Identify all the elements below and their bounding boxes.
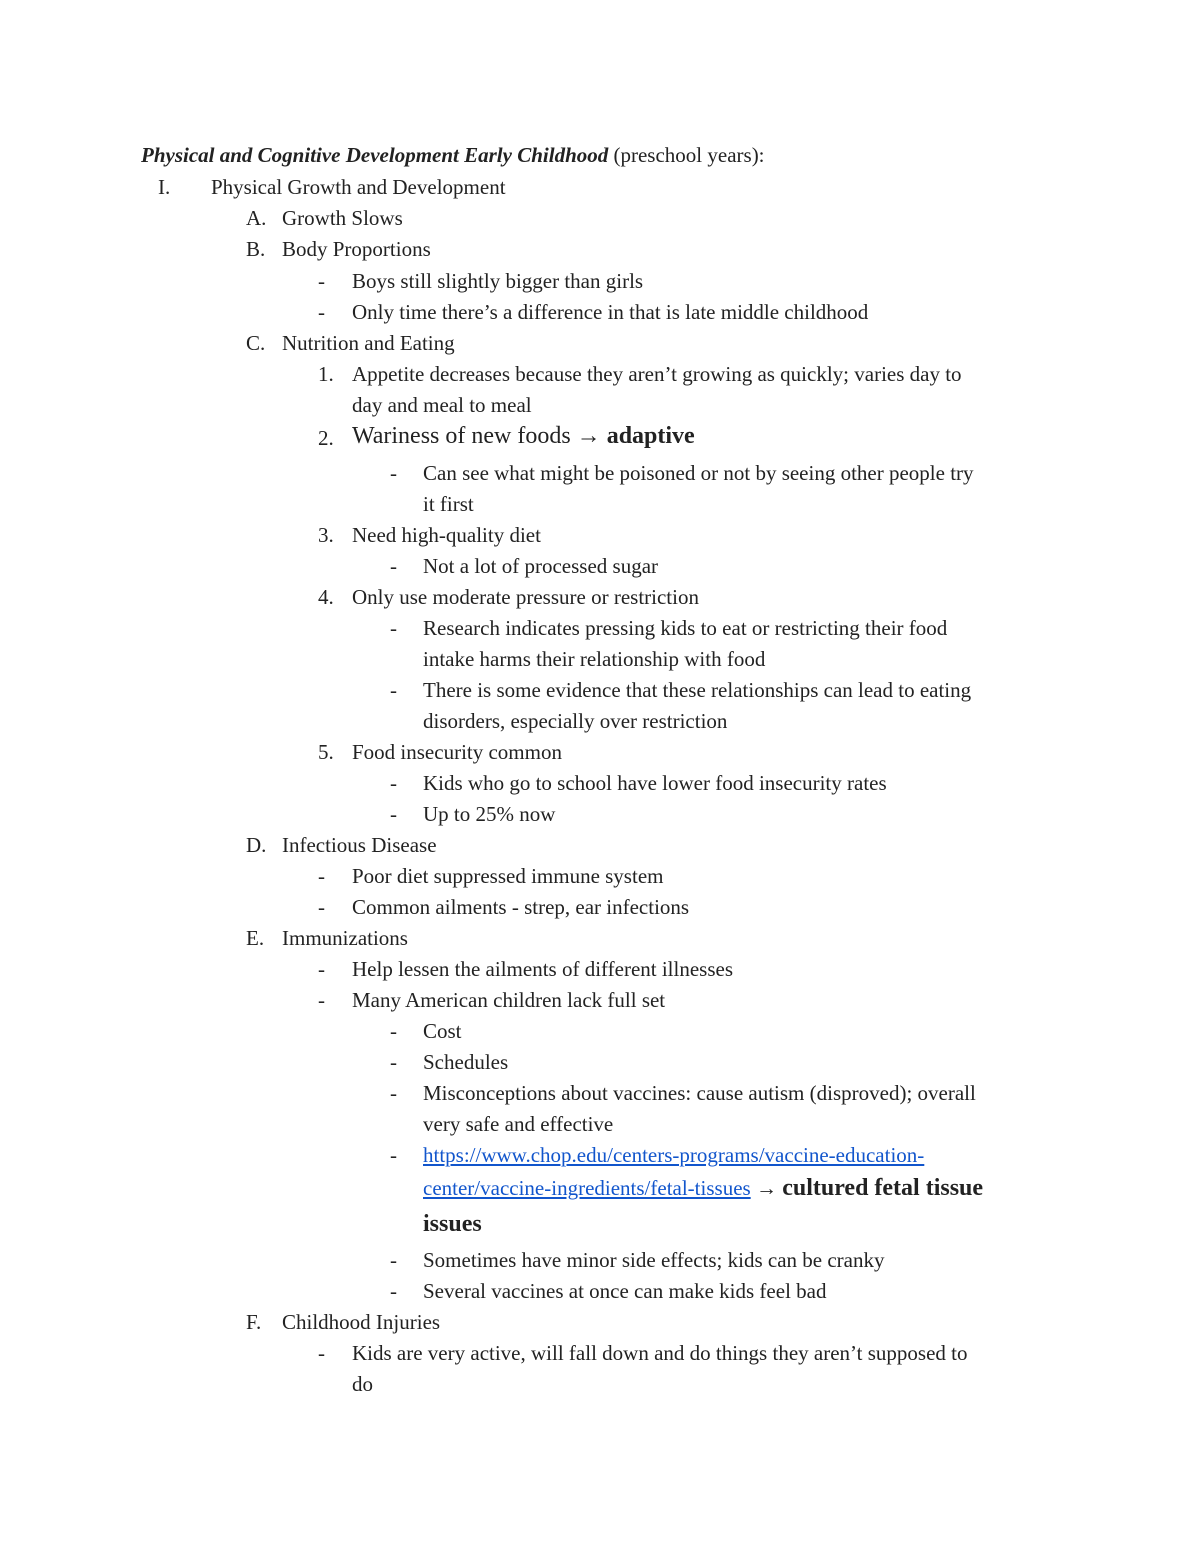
dash-bullet: - — [318, 988, 325, 1012]
chop-link-line-cont — [423, 1173, 983, 1204]
chop-link-cont[interactable]: center/vaccine-ingredients/fetal-tissues — [423, 1176, 751, 1200]
bullet-text-cont: it first — [423, 492, 474, 516]
dash-bullet: - — [390, 802, 397, 826]
bullet-text: Sometimes have minor side effects; kids can be cranky — [423, 1248, 885, 1272]
section-marker: I. — [158, 175, 171, 199]
bullet-text: There is some evidence that these relationships can lead to eating — [423, 678, 972, 702]
bullet-text: Only time there’s a difference in that is late middle childhood — [352, 300, 869, 324]
item-marker-a: A. — [246, 206, 267, 230]
item-marker-d: D. — [246, 833, 267, 857]
item-body-proportions: Body Proportions — [282, 237, 431, 261]
wariness-bold: adaptive — [606, 423, 695, 449]
bullet-text: Can see what might be poisoned or not by seeing other people try — [423, 461, 974, 485]
number-marker: 5. — [318, 740, 334, 764]
bullet-text-cont: disorders, especially over restriction — [423, 709, 728, 733]
bullet-text: Help lessen the ailments of different illnesses — [352, 957, 734, 981]
dash-bullet: - — [390, 1143, 397, 1167]
numbered-text: Appetite decreases because they aren’t growing as quickly; varies day to — [352, 362, 962, 386]
dash-bullet: - — [390, 554, 397, 578]
chop-link-line — [423, 1140, 924, 1171]
numbered-text: Need high-quality diet — [352, 523, 541, 547]
bullet-text: Kids are very active, will fall down and do things they aren’t supposed to — [352, 1341, 968, 1365]
bullet-text: Kids who go to school have lower food insecurity rates — [423, 771, 887, 795]
arrow-text: → — [750, 1176, 783, 1200]
dash-bullet: - — [390, 1019, 397, 1043]
bullet-text: Schedules — [423, 1050, 509, 1074]
title-rest: (preschool years): — [608, 143, 765, 167]
dash-bullet: - — [318, 300, 325, 324]
bullet-text: Misconceptions about vaccines: cause autism (disproved); overall — [423, 1081, 976, 1105]
numbered-text: Food insecurity common — [352, 740, 562, 764]
dash-bullet: - — [390, 1081, 397, 1105]
dash-bullet: - — [390, 461, 397, 485]
item-growth-slows: Growth Slows — [282, 206, 403, 230]
numbered-text — [352, 421, 695, 452]
fetal-tissue-bold: cultured fetal tissue — [782, 1175, 984, 1201]
number-marker: 4. — [318, 585, 334, 609]
bullet-text: Not a lot of processed sugar — [423, 554, 659, 578]
dash-bullet: - — [318, 269, 325, 293]
dash-bullet: - — [390, 616, 397, 640]
wariness-text: Wariness of new foods → — [352, 423, 607, 449]
dash-bullet: - — [318, 1341, 325, 1365]
chop-link[interactable]: https://www.chop.edu/centers-programs/vaccine-education- — [423, 1143, 925, 1167]
item-marker-e: E. — [246, 926, 265, 950]
dash-bullet: - — [390, 678, 397, 702]
dash-bullet: - — [390, 771, 397, 795]
section-heading: Physical Growth and Development — [211, 175, 506, 199]
bullet-text-cont: do — [352, 1372, 373, 1396]
dash-bullet: - — [390, 1279, 397, 1303]
item-childhood-injuries: Childhood Injuries — [282, 1310, 441, 1334]
dash-bullet: - — [318, 864, 325, 888]
bullet-text: Boys still slightly bigger than girls — [352, 269, 644, 293]
bullet-text: Research indicates pressing kids to eat or restricting their food — [423, 616, 948, 640]
dash-bullet: - — [318, 895, 325, 919]
item-marker-f: F. — [246, 1310, 262, 1334]
item-immunizations: Immunizations — [282, 926, 408, 950]
number-marker: 2. — [318, 426, 334, 450]
numbered-text: Only use moderate pressure or restriction — [352, 585, 699, 609]
numbered-text-cont: day and meal to meal — [352, 393, 532, 417]
item-nutrition: Nutrition and Eating — [282, 331, 455, 355]
dash-bullet: - — [318, 957, 325, 981]
title-bold-italic: Physical and Cognitive Development Early Childhood — [141, 143, 609, 167]
item-marker-c: C. — [246, 331, 266, 355]
bullet-text: Up to 25% now — [423, 802, 556, 826]
bullet-text: Several vaccines at once can make kids feel bad — [423, 1279, 827, 1303]
number-marker: 1. — [318, 362, 334, 386]
bullet-text: Poor diet suppressed immune system — [352, 864, 664, 888]
number-marker: 3. — [318, 523, 334, 547]
bullet-text: Many American children lack full set — [352, 988, 666, 1012]
bullet-text: Common ailments - strep, ear infections — [352, 895, 690, 919]
document-title — [141, 140, 765, 171]
dash-bullet: - — [390, 1248, 397, 1272]
item-infectious-disease: Infectious Disease — [282, 833, 437, 857]
dash-bullet: - — [390, 1050, 397, 1074]
bullet-text-cont: intake harms their relationship with food — [423, 647, 766, 671]
bullet-text-cont: very safe and effective — [423, 1112, 614, 1136]
bullet-text: Cost — [423, 1019, 462, 1043]
item-marker-b: B. — [246, 237, 266, 261]
fetal-tissue-bold-cont: issues — [423, 1211, 482, 1237]
